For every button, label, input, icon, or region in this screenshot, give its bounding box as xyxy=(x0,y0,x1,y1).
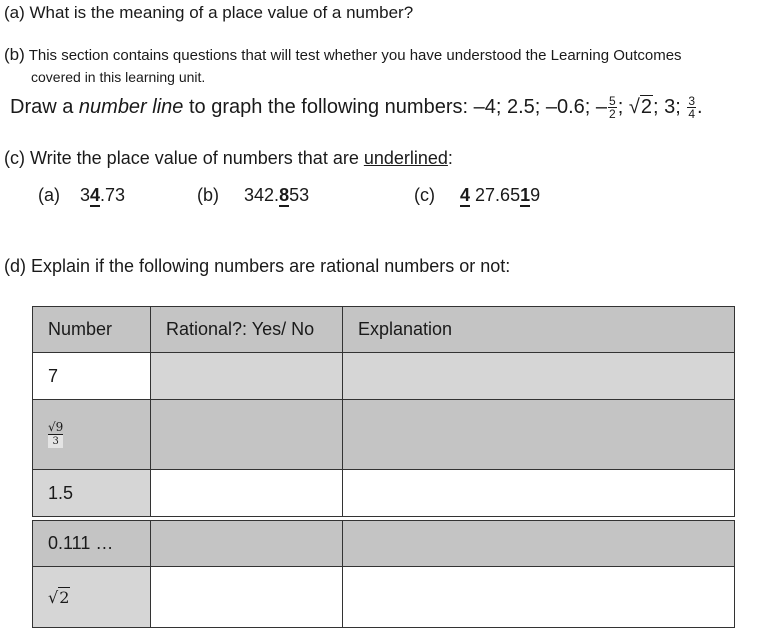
row-rational-cell[interactable] xyxy=(150,352,343,400)
draw-middle: to graph the following numbers: –4; 2.5; –0.6; – xyxy=(183,95,608,118)
header-rational: Rational?: Yes/ No xyxy=(150,306,343,353)
pv-b-pre: 342. xyxy=(244,185,280,205)
question-b-label: (b) xyxy=(4,45,25,64)
sqrt-radicand: 2 xyxy=(640,95,652,118)
pv-b-mark: 8 xyxy=(279,185,290,205)
sqrt-two xyxy=(629,96,653,119)
pv-c-post: 9 xyxy=(530,185,541,205)
sqrt9-over-3 xyxy=(48,421,63,448)
frac1-num: 5 xyxy=(609,94,616,108)
row-explanation-cell[interactable] xyxy=(342,469,735,517)
frac-num: √9 xyxy=(48,420,64,434)
pv-c-mark2: 1 xyxy=(520,185,531,205)
row-explanation-cell[interactable] xyxy=(342,566,735,628)
row-rational-cell[interactable] xyxy=(150,399,343,470)
place-value-c xyxy=(414,185,540,206)
draw-sep1: ; xyxy=(617,95,629,118)
frac2-num: 3 xyxy=(688,94,695,108)
draw-instruction xyxy=(10,95,703,120)
pv-c-label: (c) xyxy=(414,185,435,205)
header-number: Number xyxy=(32,306,151,353)
question-b-line1: This section contains questions that will test whether you have understood the Learning Outcomes xyxy=(28,47,682,64)
sqrt-symbol: √ xyxy=(48,587,59,607)
pv-a-pre: 3 xyxy=(80,185,91,205)
pv-c-mid: 27.65 xyxy=(470,185,521,205)
table-header-row xyxy=(32,306,736,353)
place-value-a xyxy=(38,185,125,206)
row-number-cell: 0.111 … xyxy=(32,520,151,567)
question-d: (d) Explain if the following numbers are rational numbers or not: xyxy=(4,256,511,276)
draw-sep2: ; 3; xyxy=(652,95,687,118)
question-c-suffix: : xyxy=(447,148,453,168)
question-a: (a) What is the meaning of a place value of a number? xyxy=(4,3,414,22)
table-row xyxy=(32,352,736,400)
question-c-underlined: underlined xyxy=(363,148,448,168)
row-rational-cell[interactable] xyxy=(150,520,343,567)
row-number-cell: 1.5 xyxy=(32,469,151,517)
table-row xyxy=(32,566,736,628)
table-row xyxy=(32,469,736,517)
frac2-den: 4 xyxy=(688,107,695,121)
question-b-line2: covered in this learning unit. xyxy=(31,69,206,85)
question-b xyxy=(4,45,682,65)
sqrt-symbol: √ xyxy=(628,95,640,118)
row-explanation-cell[interactable] xyxy=(342,520,735,567)
fraction-three-quarters xyxy=(687,95,696,120)
pv-b-post: 53 xyxy=(289,185,310,205)
row-number-cell xyxy=(32,399,151,470)
question-c-prefix: (c) Write the place value of numbers that are xyxy=(4,148,364,168)
sqrt-two-cell xyxy=(48,588,70,607)
row-rational-cell[interactable] xyxy=(150,469,343,517)
row-rational-cell[interactable] xyxy=(150,566,343,628)
row-explanation-cell[interactable] xyxy=(342,352,735,400)
question-c xyxy=(4,148,453,169)
row-number-cell: 7 xyxy=(32,352,151,400)
table-row xyxy=(32,399,736,470)
pv-a-post: .73 xyxy=(100,185,126,205)
pv-c-mark1: 4 xyxy=(460,185,471,205)
table-row xyxy=(32,520,736,567)
sqrt-radicand: 2 xyxy=(59,587,70,607)
place-value-b xyxy=(197,185,309,206)
draw-prefix: Draw a xyxy=(10,95,79,118)
draw-italic: number line xyxy=(78,95,184,118)
pv-a-mark: 4 xyxy=(90,185,101,205)
row-explanation-cell[interactable] xyxy=(342,399,735,470)
frac1-den: 2 xyxy=(609,107,616,121)
pv-b-label: (b) xyxy=(197,185,219,205)
header-explanation: Explanation xyxy=(342,306,735,353)
row-number-cell xyxy=(32,566,151,628)
draw-end: . xyxy=(697,95,703,118)
pv-a-label: (a) xyxy=(38,185,60,205)
frac-den: 3 xyxy=(48,435,63,448)
fraction-five-halves xyxy=(608,95,617,120)
